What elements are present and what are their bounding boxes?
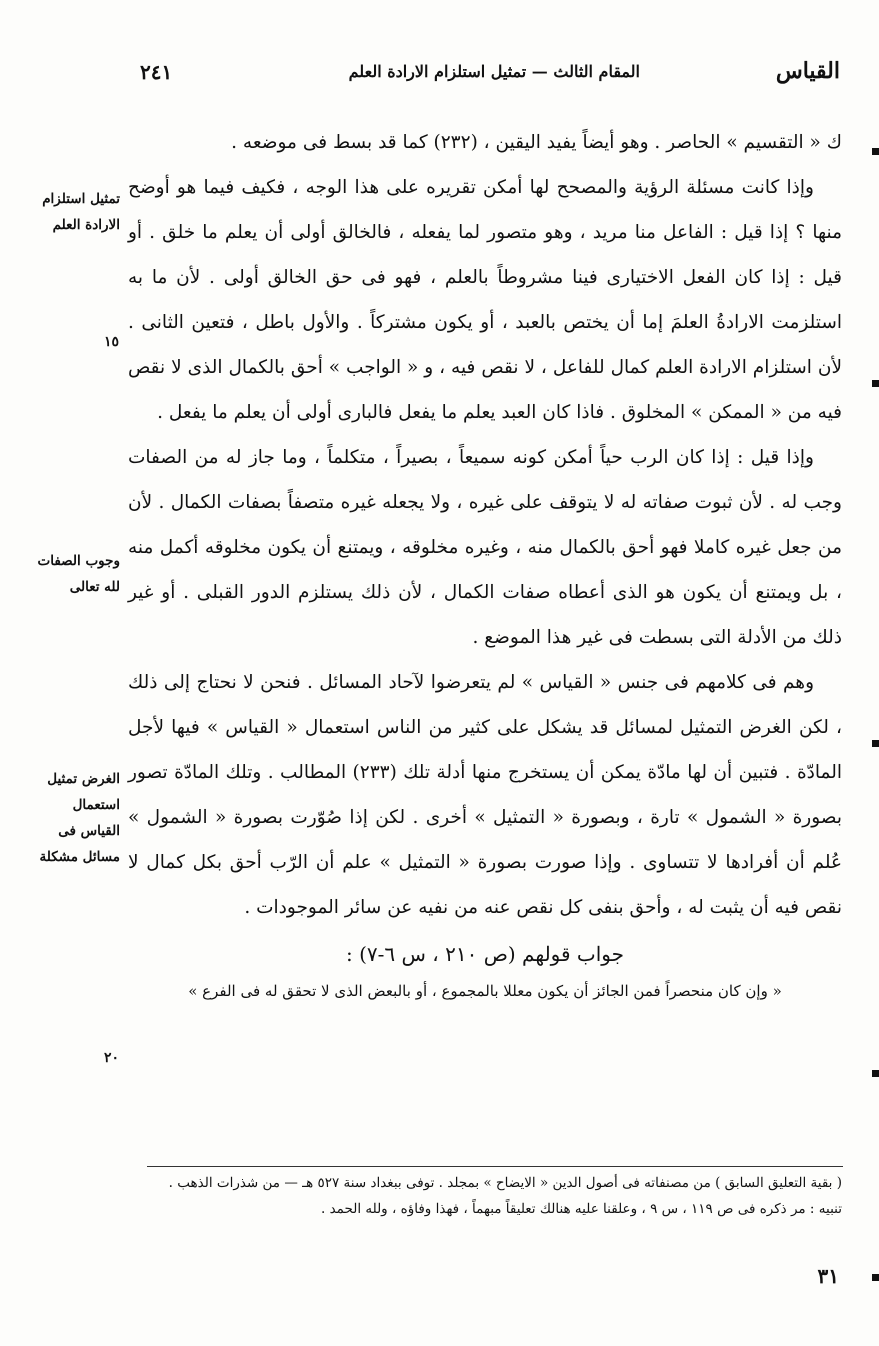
paragraph: وإذا قيل : إذا كان الرب حياً أمكن كونه سميعاً ، بصيراً ، متكلماً ، وما جاز له من الصفات وجب له . لأن ثبوت صفاته له لا يتوقف على غيره ، ولا يجعله غيره متصفاً بصفات الكمال . لأن من جعل غيره كاملا فهو أحق بالكمال منه ، وغيره مخلوقه ، ويمتنع أن يكون مخلوقه أكمل منه ، بل ويمتنع أن يكون هو الذى أعطاه صفات الكمال ، لأن ذلك يستلزم الدور القبلى . أو غير ذلك من الأدلة التى بسطت فى غير هذا الموضع .: [128, 447, 842, 648]
sidenote: تمثيل استلزام الارادة العلم: [42, 191, 120, 233]
main-text: [128, 120, 842, 1008]
margin-mark: [872, 740, 879, 747]
footnote-line: تنبيه : مر ذكره فى ص ١١٩ ، س ٩ ، وعلقنا عليه هنالك تعليقاً مبهماً ، فهذا وفاؤه ، ولله الحمد .: [321, 1201, 842, 1217]
margin-mark: [872, 1274, 879, 1281]
footnote: [140, 1170, 842, 1222]
footnote-line: ( بقية التعليق السابق ) من مصنفاته فى أصول الدين « الايضاح » بمجلد . توفى ببغداد سنة ٥٢٧ هـ — من شذرات الذهب .: [168, 1175, 842, 1191]
page-number: ٢٤١: [140, 60, 173, 84]
sidenote: الغرض تمثيل استعمال القياس فى مسائل مشكلة: [39, 771, 120, 865]
paragraph: ك « التقسيم » الحاصر . وهو أيضاً يفيد اليقين ، (٢٣٢) كما قد بسط فى موضعه .: [231, 132, 842, 153]
footer-number: ٣١: [817, 1264, 839, 1288]
section-subheading: جواب قولهم (ص ٢١٠ ، س ٦-٧) :: [345, 942, 624, 966]
book-title: القياس: [775, 58, 840, 84]
margin-mark: [872, 148, 879, 155]
sidenote: وجوب الصفات لله تعالى: [37, 553, 120, 595]
margin-mark: [872, 1070, 879, 1077]
margin-line-number: ١٥: [104, 334, 120, 350]
footnote-divider: [147, 1166, 843, 1167]
running-title: المقام الثالث — تمثيل استلزام الارادة العلم: [348, 62, 640, 81]
page-header: [140, 58, 840, 92]
paragraph: وهم فى كلامهم فى جنس « القياس » لم يتعرضوا لآحاد المسائل . فنحن لا نحتاج إلى ذلك ، لكن الغرض التمثيل لمسائل قد يشكل على كثير من الناس استعمال « القياس » فيها لأجل المادّة . فتبين أن لها مادّة يمكن أن يستخرج منها أدلة تلك (٢٣٣) المطالب . وتلك المادّة تصور بصورة « الشمول » تارة ، وبصورة « التمثيل » أخرى . لكن إذا صُوّرت بصورة « الشمول » عُلم أن أفرادها لا تتساوى . وإذا صورت بصورة « التمثيل » علم أن الرّب أحق بكل كمال لا نقص فيه أن يثبت له ، وأحق بنفى كل نقص عنه من نفيه عن سائر الموجودات .: [128, 672, 842, 918]
paragraph: وإذا كانت مسئلة الرؤية والمصحح لها أمكن تقريره على هذا الوجه ، فكيف فيما هو أوضح منها ؟ إذا قيل : الفاعل منا مريد ، وهو متصور لما يفعله ، فالخالق أولى أن يعلم ما خلق . أو قيل : إذا كان الفعل الاختيارى فينا مشروطاً بالعلم ، فهو فى حق الخالق أولى . لأن ما به استلزمت الارادةُ العلمَ إما أن يختص بالعبد ، أو يكون مشتركاً . والأول باطل ، فتعين الثانى . لأن استلزام الارادة العلم كمال للفاعل ، لا نقص فيه ، و « الواجب » أحق بالكمال الذى لا نقص فيه من « الممكن » المخلوق . فاذا كان العبد يعلم ما يفعل فالبارى أولى أن يعلم ما يفعل .: [128, 177, 842, 423]
margin-line-number: ٢٠: [104, 1050, 120, 1066]
quoted-text: « وإن كان منحصراً فمن الجائز أن يكون معللا بالمجموع ، أو بالبعض الذى لا تحقق له فى الفرع »: [188, 982, 782, 1000]
margin-mark: [872, 380, 879, 387]
